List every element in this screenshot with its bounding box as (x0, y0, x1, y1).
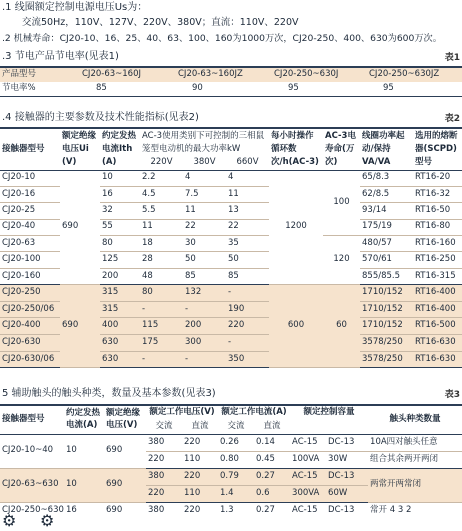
table3-cell: 10 (64, 468, 104, 502)
table2-cell: 300 (183, 335, 226, 352)
table2-cell: 28 (140, 252, 183, 268)
table2-cell: 85 (228, 270, 239, 281)
table2-cell: - (183, 301, 226, 318)
table2-cell: CJ20-25 (0, 203, 60, 219)
gear-icon: ⚙ (40, 511, 55, 530)
table3-tag: 表3 (444, 390, 460, 400)
table2-cell: 2.2 (140, 170, 183, 186)
table3-header-cap: 额定控制容量 (303, 407, 355, 418)
table2-cell: 3578/250 (362, 353, 403, 364)
table2-cell: 13 (226, 203, 269, 219)
table2-cell: 48 (142, 270, 153, 281)
table2-cell: 3578/250 (360, 335, 413, 352)
table3-cell: 220 (182, 468, 218, 485)
table2-cell: CJ20-250 (0, 285, 60, 302)
section4-title: .4 接触器的主要参数及技术性能指标(见表2) (2, 112, 199, 123)
table2-cell: 50 (183, 252, 226, 268)
table2-cell: 80 (140, 285, 183, 302)
table2-cell: 62/8.5 (360, 186, 413, 202)
table2-header-ui: 额定绝缘电压Ui (V) (62, 131, 97, 167)
table2-cell: 4 (183, 170, 226, 186)
table2-cell: 35 (226, 236, 269, 252)
table2-cell: 65/8.3 (360, 170, 413, 186)
table2-cell: 315 (100, 301, 140, 318)
table3-cell: 两常开两常闭 (368, 468, 462, 502)
table2-header-coil: 线圈功率起动/保持VA/VA (362, 131, 405, 167)
table3-cell: 60W (328, 487, 348, 498)
table2-cell: 1710/152 (360, 285, 413, 302)
table2-cell: 190 (226, 301, 269, 318)
table2-cell: - (185, 353, 189, 364)
table3-cell: DC-13 (328, 504, 355, 515)
table2-cell: RT16-630 (413, 335, 462, 352)
table3-cell: AC-15 (290, 434, 326, 451)
table2-cell: RT16-32 (413, 186, 462, 202)
table2-header-fuse: 选用的熔断器(SCPD)型号 (415, 131, 458, 167)
table1-cell: 90 (192, 82, 203, 93)
table1-header: CJ20-250~630J (274, 69, 339, 80)
table2-cell: - (226, 285, 269, 302)
table2-cell: CJ20-160 (2, 270, 41, 281)
table2-cell: 400 (100, 318, 140, 335)
table3-cell: 100VA (292, 453, 320, 464)
table3-cell: 10 (64, 434, 104, 468)
table2-cell: 5.5 (140, 203, 183, 219)
table3-cell: 0.14 (254, 434, 290, 451)
table3-cell: CJ20-10~40 (0, 434, 64, 468)
table3-header-ith: 约定发热电流(A) (66, 407, 101, 430)
table1-cell: 95 (383, 82, 394, 93)
table2-life: 100 (323, 170, 360, 236)
section1-line: 交流50Hz，110V、127V、220V、380V；直流：110V、220V (22, 17, 299, 28)
table2-cell: CJ20-10 (0, 170, 60, 186)
table3-header-kind: 触头种类数量 (389, 413, 441, 424)
table2-life: 60 (323, 285, 360, 368)
table3-cell: DC-13 (326, 434, 368, 451)
table2-cell: 11 (140, 219, 183, 235)
table2-cell: 18 (140, 236, 183, 252)
table2-cell: RT16-400 (413, 285, 462, 302)
table2-cell: 85 (185, 270, 196, 281)
table2-cell: CJ20-40 (0, 219, 60, 235)
table2-cell: 80 (100, 236, 140, 252)
gear-icon: ⚙ (2, 511, 17, 530)
table2-cell: - (226, 335, 269, 352)
table1-cell: 85 (96, 82, 107, 93)
table2-cell: RT16-500 (413, 318, 462, 335)
table2-cell: - (142, 353, 146, 364)
table2-life: 120 (323, 236, 360, 285)
table2-header-ac3: AC-3使用类别下可控制的三相鼠笼型电动机的最大功率kW (142, 130, 265, 154)
table3-cell: 1.4 (220, 487, 234, 498)
table2-cell: 200 (102, 270, 119, 281)
table2-freq: 600 (269, 285, 323, 368)
table3-header-dc: 直流 (191, 420, 209, 431)
table3-cell: 0.27 (256, 504, 275, 515)
table2-cell: 200 (183, 318, 226, 335)
table2-cell: 7.5 (183, 186, 226, 202)
table2-cell: 570/61 (360, 252, 413, 268)
table2-cell: RT16-160 (413, 236, 462, 252)
table3-cell: 10A四对触头任意 (368, 434, 462, 451)
table2-header-380: 380V (193, 156, 216, 167)
table2-header-life: AC-3电寿命(万次) (325, 131, 356, 167)
table2-cell: RT16-250 (413, 252, 462, 268)
table2-cell: 4 (226, 170, 269, 186)
table3-header-ue: 额定工作电压(V) (149, 407, 215, 418)
table2-cell: 350 (228, 353, 245, 364)
table2-cell: CJ20-630/06 (2, 353, 55, 364)
table2-cell: CJ20-250/06 (0, 301, 60, 318)
table2-cell: RT16-315 (415, 270, 456, 281)
table1 (0, 66, 462, 97)
table3-header-dc: 直流 (263, 420, 281, 431)
table3-cell: 16 (66, 504, 77, 515)
table3-cell: 0.79 (218, 468, 254, 485)
table2-cell: 480/57 (360, 236, 413, 252)
table2-cell: RT16-400 (413, 301, 462, 318)
table3-cell: 30W (328, 453, 348, 464)
table2 (0, 127, 462, 368)
table2-cell: CJ20-630 (0, 335, 60, 352)
table3-cell: 220 (148, 487, 165, 498)
table3-cell: 110 (184, 453, 201, 464)
table3-cell: 690 (104, 434, 146, 468)
table3-cell: 0.27 (254, 468, 290, 485)
table2-tag: 表2 (444, 114, 460, 124)
table3-cell: 1.3 (220, 504, 234, 515)
table2-cell: CJ20-63 (0, 236, 60, 252)
table2-cell: 175/19 (360, 219, 413, 235)
table3-cell: 常开 4 3 2 (370, 504, 412, 515)
table2-cell: 10 (100, 170, 140, 186)
table3-cell: 0.6 (256, 487, 270, 498)
table3-cell: 220 (184, 504, 201, 515)
table2-cell: 32 (100, 203, 140, 219)
table2-cell: 11 (226, 186, 269, 202)
table2-cell: 855/85.5 (362, 270, 401, 281)
table1-cell: 95 (288, 82, 299, 93)
table2-cell: CJ20-16 (0, 186, 60, 202)
table2-cell: 22 (183, 219, 226, 235)
table2-cell: 132 (183, 285, 226, 302)
table2-cell: 93/14 (360, 203, 413, 219)
table2-ui: 690 (60, 170, 100, 285)
table2-cell: 50 (226, 252, 269, 268)
table2-header-model: 接触器型号 (2, 143, 45, 154)
table3-cell: 0.80 (220, 453, 239, 464)
table3-cell: 690 (106, 504, 123, 515)
table2-cell: RT16-50 (413, 203, 462, 219)
table2-cell: 630 (100, 335, 140, 352)
section1-title: .1 线圈额定控制电源电压Us为： (2, 2, 148, 13)
table2-cell: 22 (226, 219, 269, 235)
table2-cell: RT16-630 (415, 353, 456, 364)
table3-cell: 690 (104, 468, 146, 502)
table3-cell: 0.26 (218, 434, 254, 451)
table2-cell: 1710/152 (360, 318, 413, 335)
table2-cell: 175 (140, 335, 183, 352)
table3-cell: 300VA (292, 487, 320, 498)
section5-title: 5 辅助触头的触头种类，数量及基本参数(见表3) (2, 388, 216, 399)
table2-cell: RT16-20 (413, 170, 462, 186)
section2-line: .2 机械寿命：CJ20-10、16、25、40、63、100、160为1000万次，CJ20-250、400、630为600万次。 (2, 33, 442, 44)
table2-ui: 690 (60, 285, 100, 368)
table3-header-ac: 交流 (227, 420, 245, 431)
table2-cell: 115 (140, 318, 183, 335)
table3 (0, 404, 462, 519)
table2-header-freq: 每小时操作循环数次/h(AC-3) (271, 131, 319, 167)
table2-header-ith: 约定发热电流Ith (A) (102, 131, 137, 167)
table3-header-ie: 额定工作电流(A) (221, 407, 287, 418)
table2-cell: 630 (102, 353, 119, 364)
table3-cell: 380 (146, 434, 182, 451)
table3-cell: DC-13 (326, 468, 368, 485)
table2-cell: CJ20-100 (0, 252, 60, 268)
table1-row-label: 节电率% (2, 82, 36, 93)
table3-cell: 380 (146, 468, 182, 485)
table2-cell: 1710/152 (360, 301, 413, 318)
table2-cell: 315 (100, 285, 140, 302)
table2-cell: CJ20-400 (0, 318, 60, 335)
table1-header: CJ20-250~630JZ (369, 69, 440, 80)
table3-header-model: 接触器型号 (2, 413, 45, 424)
table2-cell: 55 (100, 219, 140, 235)
table3-header-ac: 交流 (155, 420, 173, 431)
table1-header: 产品型号 (2, 69, 37, 80)
table1-header: CJ20-63~160J (82, 69, 141, 80)
table2-cell: 11 (183, 203, 226, 219)
table3-cell: AC-15 (290, 468, 326, 485)
table1-header: CJ20-63~160JZ (178, 69, 243, 80)
table3-cell: 220 (148, 453, 165, 464)
table2-cell: 4.5 (140, 186, 183, 202)
table2-cell: 16 (100, 186, 140, 202)
table3-cell: CJ20-250~630 (2, 504, 64, 515)
table2-cell: RT16-80 (413, 219, 462, 235)
table2-cell: 30 (183, 236, 226, 252)
table2-header-220: 220V (150, 156, 173, 167)
table3-cell: 380 (148, 504, 165, 515)
table3-cell: CJ20-63~630 (0, 468, 64, 502)
table2-freq: 1200 (269, 170, 323, 285)
section3-title: .3 节电产品节电率(见表1) (2, 51, 119, 62)
table2-cell: 220 (226, 318, 269, 335)
table3-cell: 110 (184, 487, 201, 498)
table3-cell: 220 (182, 434, 218, 451)
table2-cell: 125 (100, 252, 140, 268)
table3-cell: 组合其余两开两闭 (370, 453, 439, 464)
table2-cell: - (140, 301, 183, 318)
table1-tag: 表1 (444, 53, 460, 63)
table2-header-660: 660V (236, 156, 259, 167)
table3-cell: AC-15 (292, 504, 318, 515)
table3-header-ui: 额定绝缘电压(V) (106, 407, 141, 430)
table3-cell: 0.45 (256, 453, 275, 464)
